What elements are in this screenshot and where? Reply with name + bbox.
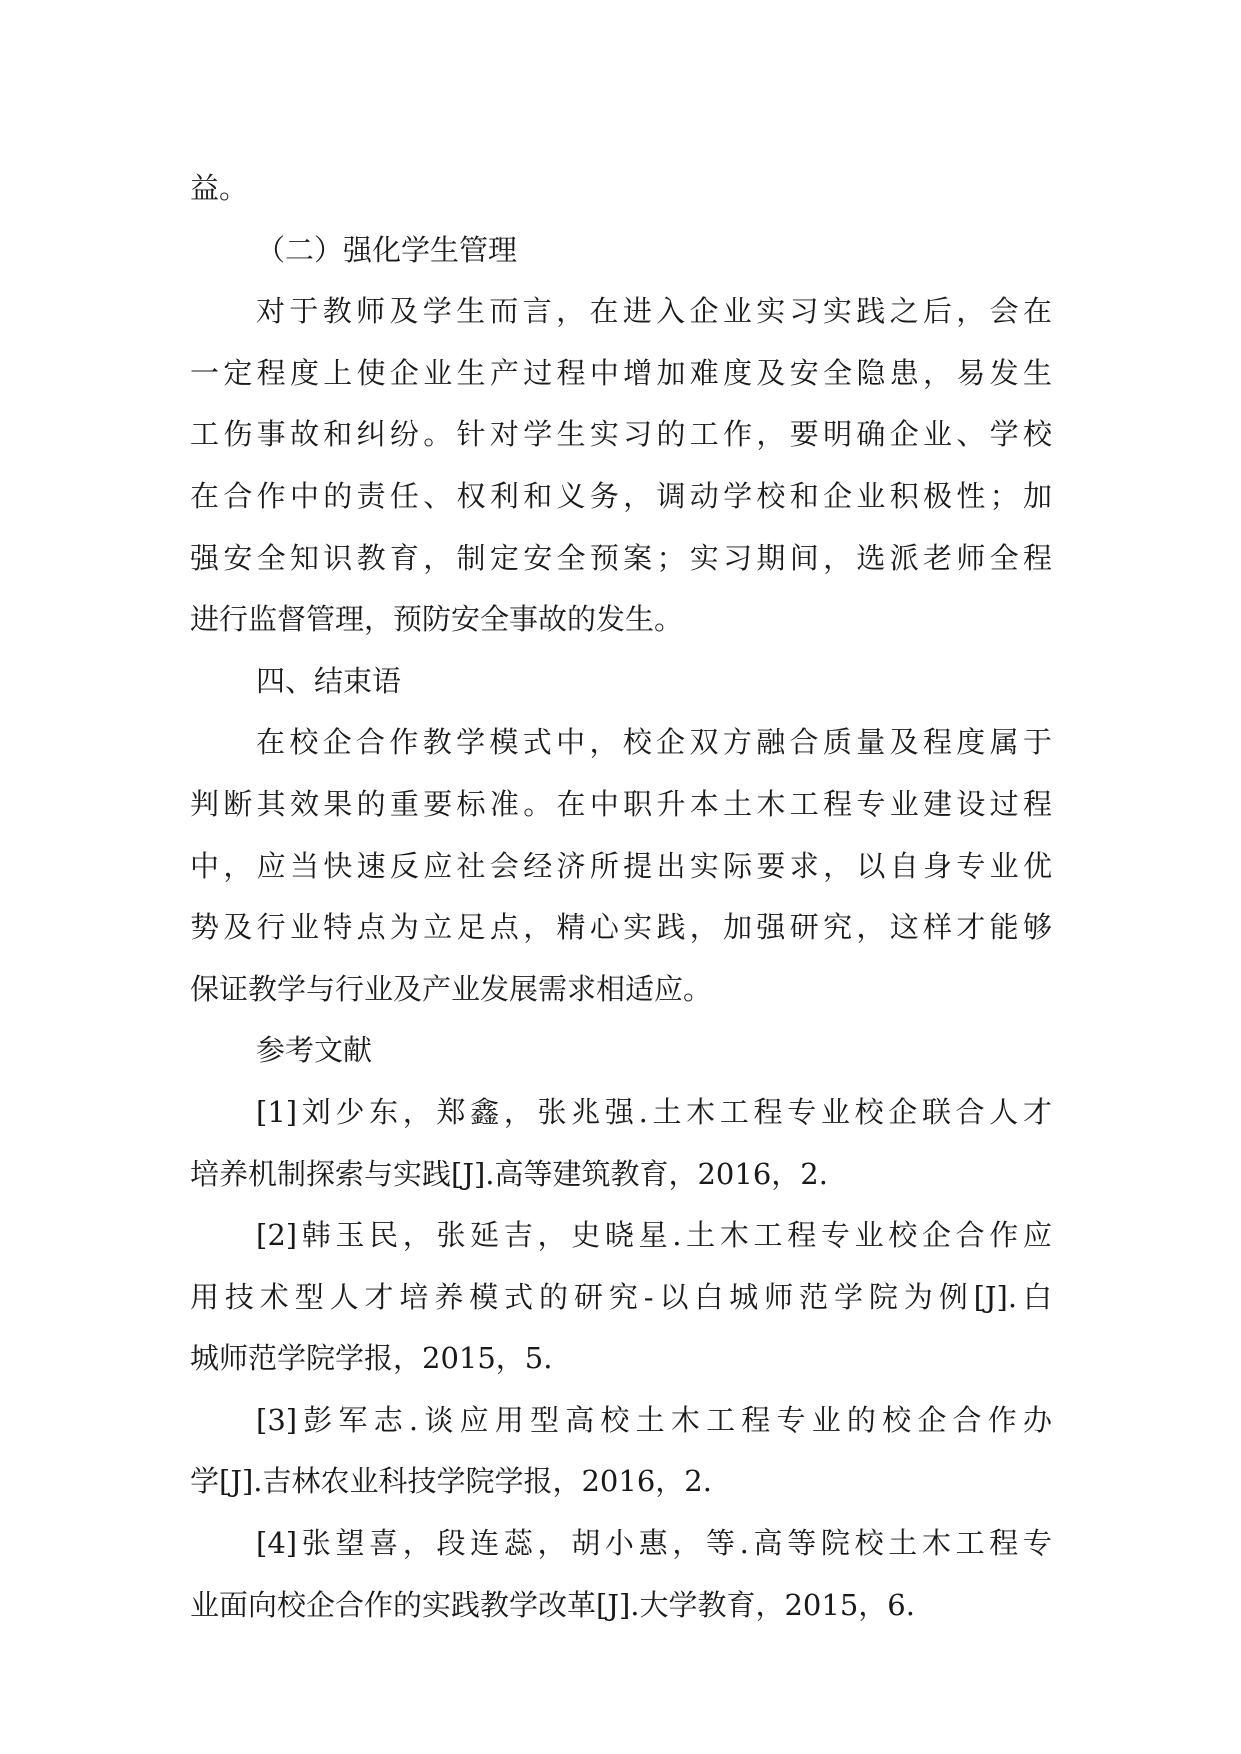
text-line: 保证教学与行业及产业发展需求相适应。 — [190, 971, 713, 1006]
reference-line: 培养机制探索与实践[J].高等建筑教育，2016，2. — [190, 1156, 828, 1191]
reference-line: 学[J].吉林农业科技学院学报，2016，2. — [190, 1464, 712, 1499]
text-line: 判断其效果的重要标准。在中职升本土木工程专业建设过程 — [190, 786, 1052, 821]
text-line: 工伤事故和纠纷。针对学生实习的工作，要明确企业、学校 — [190, 417, 1052, 452]
reference-line: [3]彭军志.谈应用型高校土木工程专业的校企合作办 — [256, 1402, 1052, 1437]
text-line: 益。 — [190, 171, 249, 205]
reference-line: 用技术型人才培养模式的研究-以白城师范学院为例[J].白 — [190, 1279, 1052, 1314]
text-line: 势及行业特点为立足点，精心实践，加强研究，这样才能够 — [190, 910, 1052, 945]
section-heading: 四、结束语 — [256, 663, 402, 698]
text-line: 在合作中的责任、权利和义务，调动学校和企业积极性；加 — [190, 478, 1052, 513]
reference-line: 城师范学院学报，2015，5. — [190, 1341, 553, 1376]
reference-line: 业面向校企合作的实践教学改革[J].大学教育，2015，6. — [190, 1587, 915, 1622]
text-line: 一定程度上使企业生产过程中增加难度及安全隐患，易发生 — [190, 355, 1052, 390]
text-line: 中，应当快速反应社会经济所提出实际要求，以自身专业优 — [190, 848, 1052, 883]
reference-line: [1]刘少东，郑鑫，张兆强.土木工程专业校企联合人才 — [256, 1094, 1052, 1129]
reference-line: [4]张望喜，段连蕊，胡小惠，等.高等院校土木工程专 — [256, 1526, 1052, 1561]
reference-line: [2]韩玉民，张延吉，史晓星.土木工程专业校企合作应 — [256, 1218, 1052, 1253]
text-line: 进行监督管理，预防安全事故的发生。 — [190, 602, 684, 637]
text-line: 在校企合作教学模式中，校企双方融合质量及程度属于 — [256, 725, 1052, 760]
section-heading: （二）强化学生管理 — [256, 232, 518, 267]
text-line: 强安全知识教育，制定安全预案；实习期间，选派老师全程 — [190, 540, 1052, 575]
references-heading: 参考文献 — [256, 1033, 373, 1068]
document-body — [190, 158, 1052, 1636]
text-line: 对于教师及学生而言，在进入企业实习实践之后，会在 — [256, 294, 1052, 329]
